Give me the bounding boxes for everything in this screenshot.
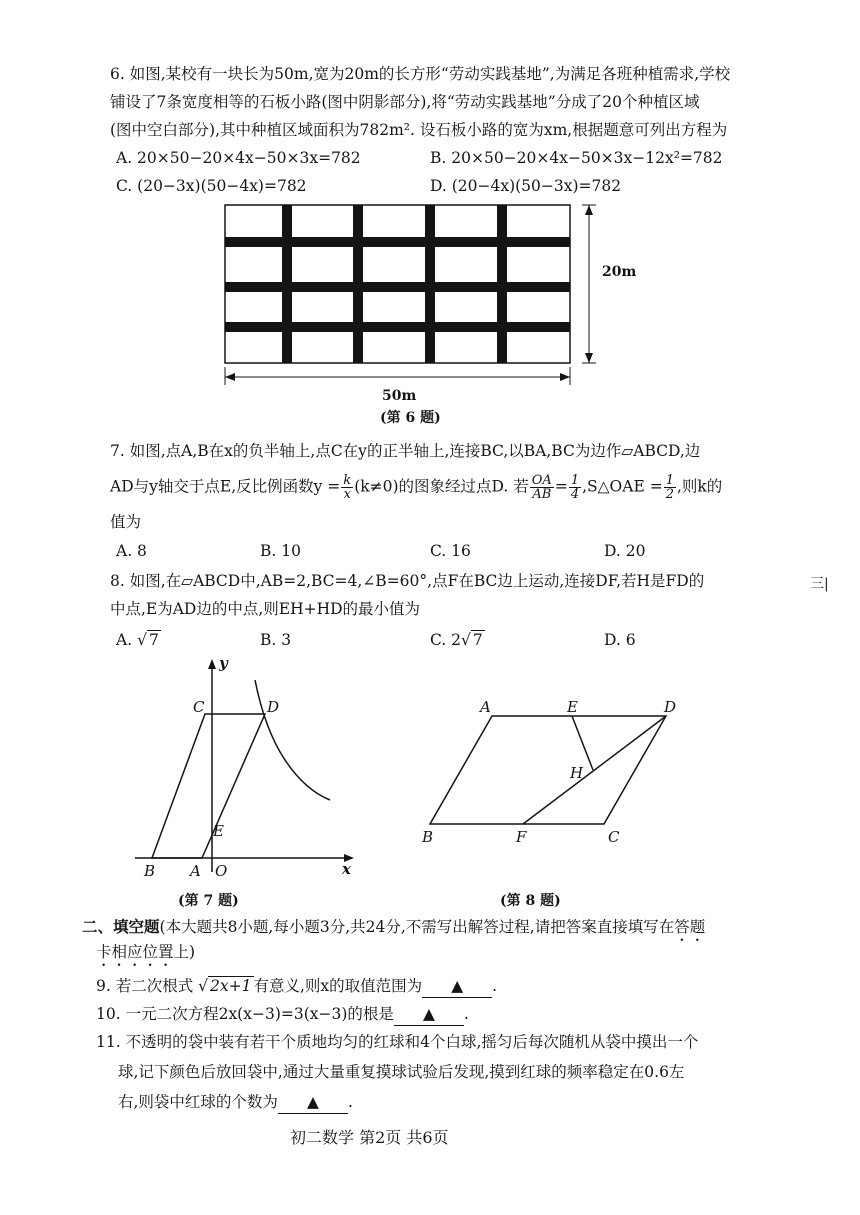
label-b: B <box>422 828 434 846</box>
q6-line-3: (图中空白部分),其中种植区域面积为782m². 设石板小路的宽为xm,根据题意可列出方程为 <box>110 121 728 139</box>
q9-line: 9. 若二次根式 √ 2x+1 有意义,则x的取值范围为 ▲ . <box>96 975 497 998</box>
q8-option-c: C. 2√ 7 <box>430 631 483 649</box>
fraction-oa-over-ab: $\frac{OA}{AB}$ <box>531 473 552 502</box>
section-2-header-cont: 卡相应位置上) <box>96 943 196 961</box>
horizontal-path <box>225 322 570 332</box>
q10-line: 10. 一元二次方程2x(x−3)=3(x−3)的根是 ▲ . <box>96 1003 469 1026</box>
arrow-left-icon <box>225 373 235 381</box>
q6-option-a: A. 20×50−20×4x−50×3x=782 <box>116 149 361 167</box>
q6-caption: (第 6 题) <box>380 410 441 426</box>
section-2-header: 二、填空题(本大题共8小题,每小题3分,共24分,不需写出解答过程,请把答案直接填写在答题 <box>82 917 706 936</box>
vertical-path <box>282 205 292 363</box>
width-label: 50m <box>382 388 417 404</box>
q8-line-2: 中点,E为AD边的中点,则EH+HD的最小值为 <box>110 600 421 618</box>
q6-line-2: 铺设了7条宽度相等的石板小路(图中阴影部分),将“劳动实践基地”分成了20个种植区域 <box>110 93 700 111</box>
q7-option-d: D. 20 <box>604 542 646 560</box>
height-label: 20m <box>602 264 637 280</box>
q8-caption: (第 8 题) <box>500 893 561 909</box>
horizontal-path <box>225 237 570 247</box>
label-a: A <box>480 700 491 716</box>
fraction-one-half: $\frac{1}{2}$ <box>665 473 674 502</box>
label-c: C <box>193 698 205 716</box>
q7-caption: (第 7 题) <box>178 893 239 909</box>
q11-line-3: 右,则袋中红球的个数为 ▲ . <box>118 1091 353 1114</box>
segment-df <box>523 716 666 824</box>
answer-blank: ▲ <box>394 1003 464 1026</box>
label-a: A <box>190 862 201 880</box>
vertical-path <box>497 205 507 363</box>
label-d: D <box>267 698 280 716</box>
answer-blank: ▲ <box>422 975 492 998</box>
label-c: C <box>608 828 620 846</box>
q8-line-1: 8. 如图,在▱ABCD中,AB=2,BC=4,∠B=60°,点F在BC边上运动,连接DF,若H是FD的 <box>110 572 705 590</box>
q8-option-b: B. 3 <box>260 631 292 649</box>
label-e: E <box>213 822 224 840</box>
q11-line-1: 11. 不透明的袋中装有若干个质地均匀的红球和4个白球,摇匀后每次随机从袋中摸出一个 <box>96 1033 699 1051</box>
q8-option-a: A. √ 7 <box>116 631 159 649</box>
vertical-path <box>353 205 363 363</box>
y-axis-arrow-icon <box>208 659 216 669</box>
vertical-path <box>425 205 435 363</box>
q7-line-3: 值为 <box>110 513 142 531</box>
label-x: x <box>342 860 351 878</box>
page-footer: 初二数学 第2页 共6页 <box>290 1128 449 1147</box>
arrow-up-icon <box>585 205 593 215</box>
q7-line-2: AD与y轴交于点E,反比例函数y = $\frac{k}{x}$ (k≠0)的图象经过点D. 若 $\frac{OA}{AB}$ = $\frac{1}{4}$ ,S△OAE = $\frac{1}{2}$ ,则k的 <box>110 473 723 502</box>
q11-line-2: 球,记下颜色后放回袋中,通过大量重复摸球试验后发现,摸到红球的频率稳定在0.6左 <box>118 1063 685 1081</box>
parallelogram-abcd <box>430 716 666 824</box>
fraction-one-quarter: $\frac{1}{4}$ <box>570 473 580 502</box>
label-f: F <box>516 828 527 846</box>
q6-option-b: B. 20×50−20×4x−50×3x−12x²=782 <box>430 149 723 167</box>
q6-option-c: C. (20−3x)(50−4x)=782 <box>116 177 307 195</box>
arrow-right-icon <box>560 373 570 381</box>
q7-option-a: A. 8 <box>116 542 147 560</box>
q6-option-d: D. (20−4x)(50−3x)=782 <box>430 177 622 195</box>
q7-option-c: C. 16 <box>430 542 471 560</box>
q7-figure <box>120 650 370 880</box>
parallelogram-abcd <box>152 714 265 858</box>
segment-eh <box>572 716 593 770</box>
label-e: E <box>567 700 578 716</box>
arrow-down-icon <box>585 353 593 363</box>
q6-figure <box>210 195 650 405</box>
label-o: O <box>215 862 228 880</box>
q8-figure <box>418 700 698 850</box>
fraction-k-over-x: $\frac{k}{x}$ <box>343 473 352 502</box>
q6-line-1: 6. 如图,某校有一块长为50m,宽为20m的长方形“劳动实践基地”,为满足各班种植需求,学校 <box>110 65 731 83</box>
label-h: H <box>570 764 584 782</box>
label-d: D <box>664 700 677 716</box>
horizontal-path <box>225 282 570 292</box>
q7-option-b: B. 10 <box>260 542 301 560</box>
label-b: B <box>144 862 156 880</box>
answer-blank: ▲ <box>278 1091 348 1114</box>
q7-line-1: 7. 如图,点A,B在x的负半轴上,点C在y的正半轴上,连接BC,以BA,BC为边作▱ABCD,边 <box>110 442 701 460</box>
label-y: y <box>219 654 228 672</box>
q8-option-d: D. 6 <box>604 631 636 649</box>
margin-mark: 三| <box>810 576 829 592</box>
